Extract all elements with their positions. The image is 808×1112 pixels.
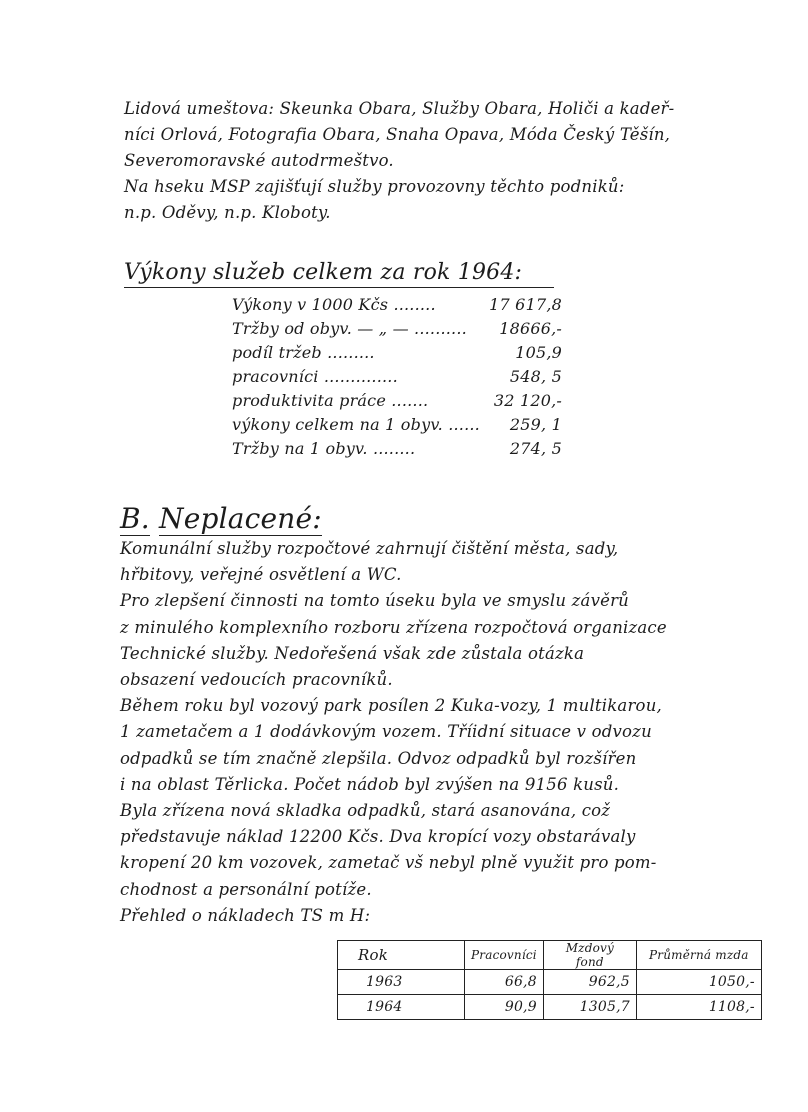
- body-line: Komunální služby rozpočtové zahrnují čištění města, sady,: [120, 539, 619, 558]
- section-b-prefix: B.: [120, 502, 150, 535]
- services-stats-list: [232, 290, 592, 458]
- stat-value: 17 617,8: [489, 295, 562, 314]
- body-line: Během roku byl vozový park posílen 2 Kuka-vozy, 1 multikarou,: [120, 696, 662, 716]
- intro-line: n.p. Oděvy, n.p. Kloboty.: [124, 203, 331, 222]
- body-line: Pro zlepšení činnosti na tomto úseku byla ve smyslu závěrů: [120, 591, 629, 611]
- header-year: Rok: [338, 941, 465, 970]
- stat-value: 32 120,-: [493, 391, 562, 410]
- cell-workers: 66,8: [465, 970, 544, 995]
- body-line: i na oblast Těrlicka. Počet nádob byl zvýšen na 9156 kusů.: [120, 774, 620, 794]
- stat-row: [232, 362, 592, 386]
- stat-value: 18666,-: [499, 319, 562, 338]
- body-line: hřbitovy, veřejné osvětlení a WC.: [120, 565, 402, 585]
- stat-label: Tržby od obyv. — „ — ..........: [232, 319, 467, 338]
- stat-row: [232, 290, 592, 314]
- body-line: obsazení vedoucích pracovníků.: [120, 670, 393, 690]
- stat-row: [232, 410, 592, 434]
- table-row: [338, 995, 762, 1020]
- section-b-title: Neplacené:: [159, 502, 322, 535]
- cell-average-wage: 1050,-: [636, 970, 761, 995]
- cell-year: 1964: [338, 995, 465, 1020]
- table-row: [338, 970, 762, 995]
- stat-label: pracovníci ..............: [232, 367, 398, 386]
- cell-wage-fund: 1305,7: [543, 995, 636, 1020]
- stat-value: 548, 5: [509, 367, 562, 386]
- section-a-heading: Výkony služeb celkem za rok 1964:: [124, 260, 554, 288]
- stat-label: Tržby na 1 obyv. ........: [232, 439, 416, 458]
- intro-paragraph: [124, 96, 764, 226]
- cell-wage-fund: 962,5: [543, 970, 636, 995]
- body-line: chodnost a personální potíže.: [120, 879, 372, 899]
- header-average-wage: Průměrná mzda: [636, 941, 761, 970]
- stat-label: Výkony v 1000 Kčs ........: [232, 295, 436, 314]
- cell-average-wage: 1108,-: [636, 995, 761, 1020]
- stat-row: [232, 386, 592, 410]
- stat-row: [232, 338, 592, 362]
- body-line: Technické služby. Nedořešená však zde zůstala otázka: [120, 643, 585, 663]
- body-line: Přehled o nákladech TS m H:: [120, 905, 371, 925]
- table-header-row: [338, 941, 762, 970]
- stat-row: [232, 314, 592, 338]
- body-line: z minulého komplexního rozboru zřízena rozpočtová organizace: [120, 617, 667, 637]
- cost-overview-table: [337, 940, 762, 1020]
- cell-workers: 90,9: [465, 995, 544, 1020]
- stat-value: 105,9: [515, 343, 562, 362]
- section-b-heading: [120, 502, 322, 535]
- header-wage-fund: Mzdový fond: [543, 941, 636, 970]
- stat-value: 274, 5: [509, 439, 562, 458]
- body-line: 1 zametačem a 1 dodávkovým vozem. Tříidní situace v odvozu: [120, 722, 652, 742]
- body-line: Byla zřízena nová skladka odpadků, stará asanována, což: [120, 801, 611, 821]
- header-workers: Pracovníci: [465, 941, 544, 970]
- body-line: kropení 20 km vozovek, zametač vš nebyl plně využit pro pom-: [120, 853, 657, 873]
- body-line: odpadků se tím značně zlepšila. Odvoz odpadků byl rozšířen: [120, 748, 637, 768]
- cell-year: 1963: [338, 970, 465, 995]
- body-line: představuje náklad 12200 Kčs. Dva kropící vozy obstarávaly: [120, 827, 636, 847]
- stat-label: výkony celkem na 1 obyv. ......: [232, 415, 480, 434]
- intro-line: Lidová umeštova: Skeunka Obara, Služby Obara, Holiči a kadeř-: [124, 99, 675, 118]
- stat-value: 259, 1: [509, 415, 562, 434]
- intro-line: níci Orlová, Fotografia Obara, Snaha Opava, Móda Český Těšín,: [124, 125, 671, 144]
- stat-row: [232, 434, 592, 458]
- stat-label: produktivita práce .......: [232, 391, 429, 410]
- intro-line: Severomoravské autodrmeštvo.: [124, 151, 394, 170]
- stat-label: podíl tržeb .........: [232, 343, 375, 362]
- section-b-paragraph: [120, 536, 760, 929]
- intro-line: Na hseku MSP zajišťují služby provozovny těchto podniků:: [124, 177, 625, 196]
